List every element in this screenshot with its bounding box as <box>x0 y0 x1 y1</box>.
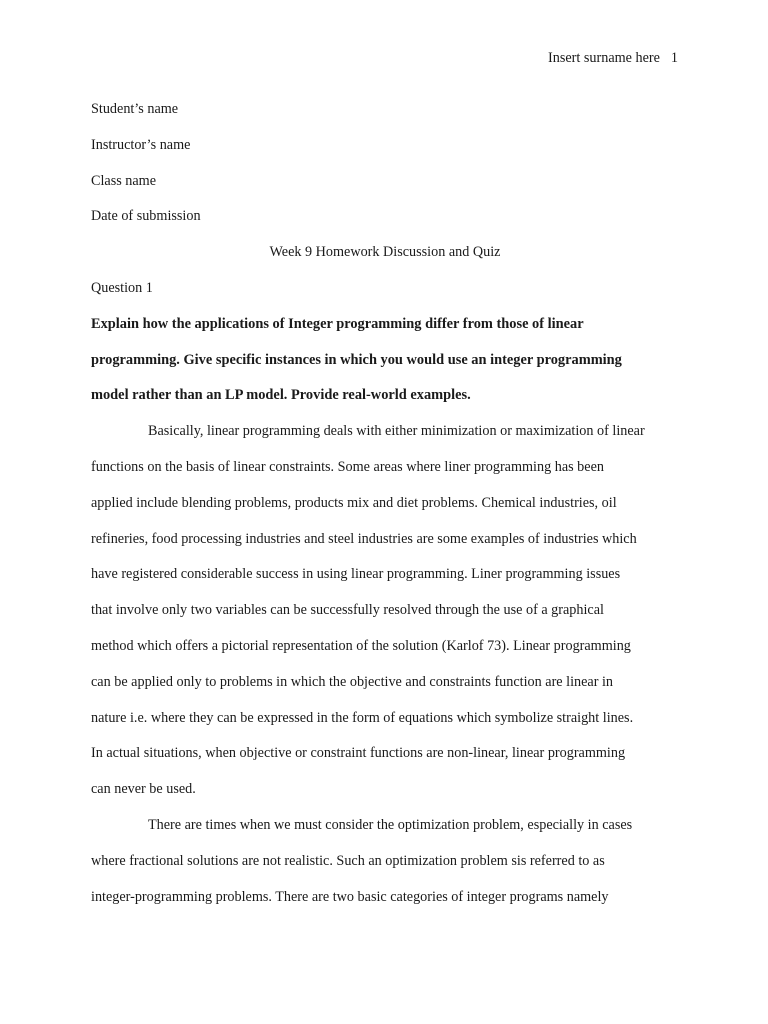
paragraph-line: nature i.e. where they can be expressed in the form of equations which symbolize straight lines. <box>91 709 634 726</box>
paragraph-line: There are times when we must consider the optimization problem, especially in cases <box>148 816 633 833</box>
paragraph-line: can be applied only to problems in which the objective and constraints function are linear in <box>91 673 614 690</box>
question-label: Question 1 <box>91 279 153 296</box>
paragraph-line: functions on the basis of linear constraints. Some areas where liner programming has been <box>91 458 604 475</box>
paragraph-line: In actual situations, when objective or constraint functions are non-linear, linear programming <box>91 745 626 762</box>
paragraph-line: have registered considerable success in using linear programming. Liner programming issues <box>91 566 621 583</box>
paragraph-line: applied include blending problems, products mix and diet problems. Chemical industries, oil <box>91 494 617 511</box>
page-number: 1 <box>670 50 678 66</box>
question-prompt-line: programming. Give specific instances in which you would use an integer programming <box>91 351 622 368</box>
paragraph-line: can never be used. <box>91 781 196 798</box>
paragraph-line: method which offers a pictorial representation of the solution (Karlof 73). Linear programming <box>91 637 631 654</box>
paragraph-line: integer-programming problems. There are two basic categories of integer programs namely <box>91 888 609 905</box>
paragraph-line: where fractional solutions are not realistic. Such an optimization problem sis referred to as <box>91 852 605 869</box>
instructor-name: Instructor’s name <box>91 136 191 153</box>
document-body <box>91 92 679 915</box>
running-header <box>548 48 678 68</box>
question-prompt-line: model rather than an LP model. Provide real-world examples. <box>91 387 471 404</box>
class-name: Class name <box>91 172 157 189</box>
student-name: Student’s name <box>91 101 179 117</box>
paper-title: Week 9 Homework Discussion and Quiz <box>269 244 501 261</box>
paragraph-line: that involve only two variables can be successfully resolved through the use of a graphical <box>91 602 604 619</box>
question-prompt-line: Explain how the applications of Integer programming differ from those of linear <box>91 315 584 332</box>
running-head-text: Insert surname here <box>548 50 660 66</box>
paragraph-line: refineries, food processing industries and steel industries are some examples of industries which <box>91 530 637 547</box>
submission-date: Date of submission <box>91 208 201 225</box>
paragraph-line: Basically, linear programming deals with either minimization or maximization of linear <box>148 423 645 440</box>
